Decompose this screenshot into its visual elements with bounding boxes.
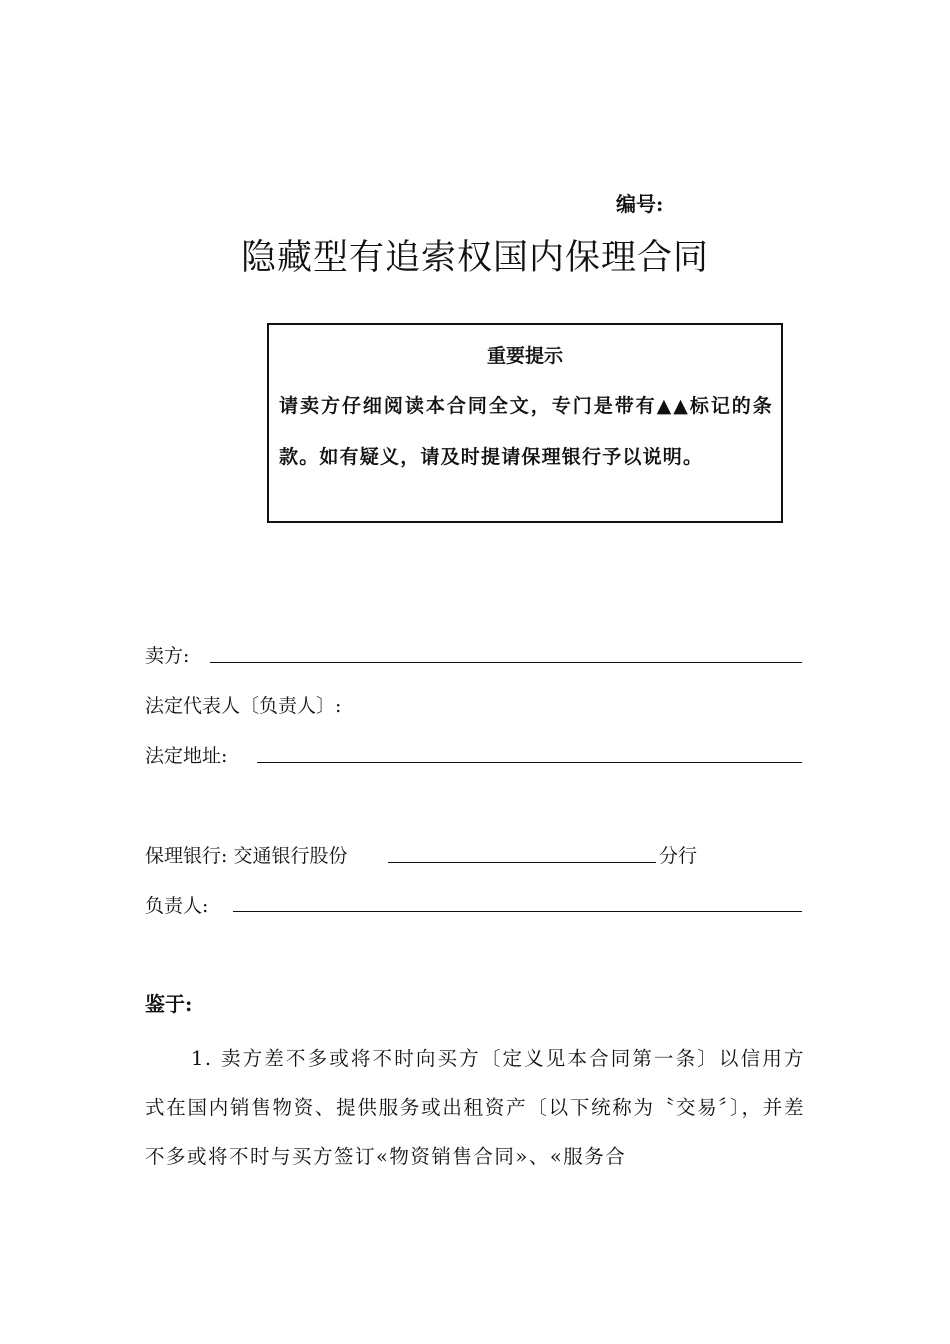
principal-blank-line (233, 911, 802, 912)
bank-branch-suffix: 分行 (659, 845, 698, 867)
seller-label: 卖方: (145, 645, 190, 667)
legal-representative-label: 法定代表人〔负责人〕: (145, 695, 342, 717)
seller-blank-line (210, 662, 802, 663)
whereas-heading: 鉴于: (145, 992, 193, 1016)
bank-branch-blank-line (388, 862, 656, 863)
notice-body: 请卖方仔细阅读本合同全文，专门是带有▲▲标记的条款。如有疑义，请及时提请保理银行予以说明。 (279, 395, 773, 468)
contract-number-label: 编号: (616, 192, 664, 216)
whereas-paragraph-1: 1. 卖方差不多或将不时向买方〔定义见本合同第一条〕以信用方式在国内销售物资、提供服务或出租资产〔以下统称为〝交易〞〕，并差不多或将不时与买方签订«物资销售合同»、«服务合 (145, 1047, 805, 1168)
principal-label: 负责人: (145, 895, 209, 917)
legal-address-blank-line (257, 762, 802, 763)
important-notice-box (267, 323, 783, 523)
legal-address-label: 法定地址: (145, 745, 228, 767)
notice-title: 重要提示 (486, 345, 563, 367)
document-title: 隐藏型有追索权国内保理合同 (240, 238, 709, 278)
factoring-bank-label: 保理银行: 交通银行股份 (145, 845, 348, 867)
